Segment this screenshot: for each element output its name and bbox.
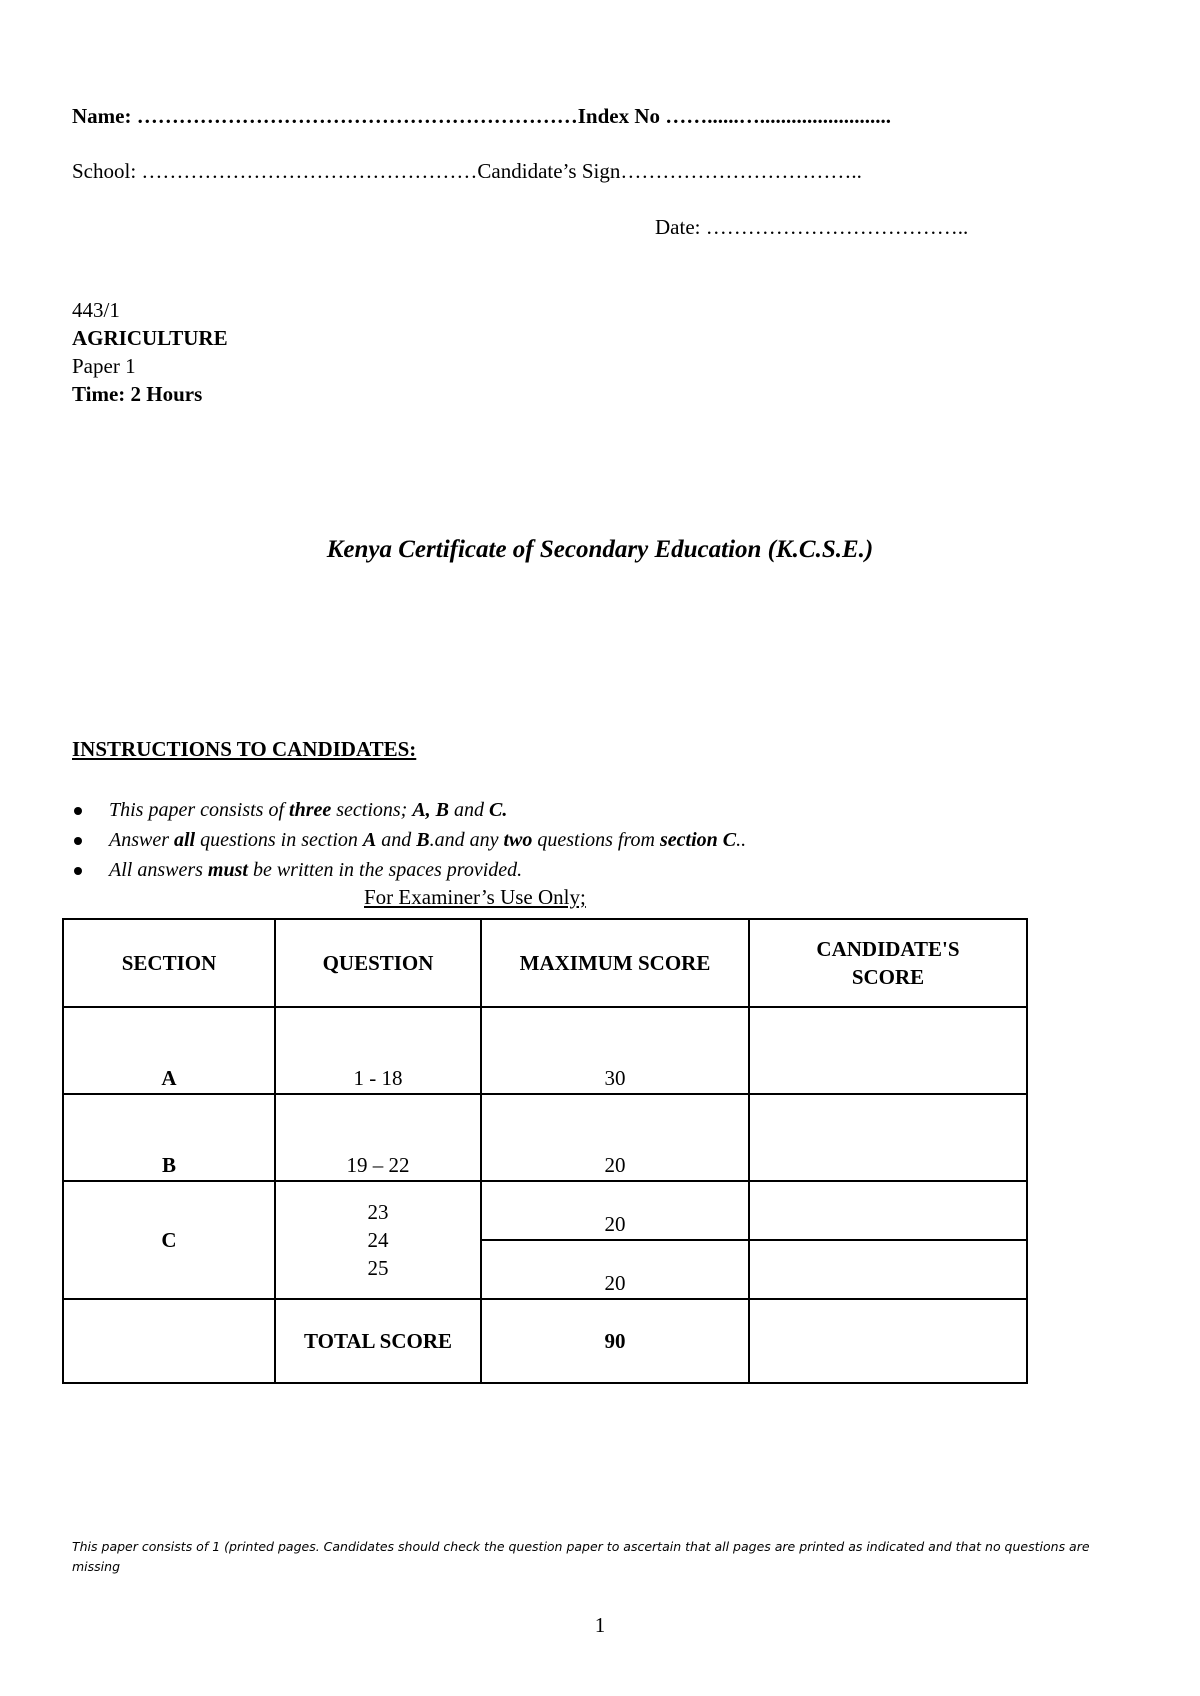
section-b: B xyxy=(63,1094,275,1181)
page-number: 1 xyxy=(594,1613,606,1637)
bullet-icon xyxy=(74,807,82,815)
instruction-text xyxy=(109,829,746,851)
school-sign-line: School: …………………………………………Candidate’s Sign…………………………….. xyxy=(72,159,862,183)
instruction-emphasis: A xyxy=(362,829,377,851)
header-section: SECTION xyxy=(63,919,275,1007)
instruction-emphasis: section C xyxy=(659,829,737,851)
instruction-item xyxy=(72,855,746,885)
candidate-score-a[interactable] xyxy=(749,1007,1027,1094)
instruction-run: questions in section xyxy=(195,829,363,851)
questions-c xyxy=(275,1181,481,1299)
instruction-emphasis: B xyxy=(416,829,430,851)
date-line: Date: ……………………………….. xyxy=(655,215,969,239)
instruction-run: sections; xyxy=(331,799,413,821)
section-a: A xyxy=(63,1007,275,1094)
max-score-a: 30 xyxy=(481,1007,749,1094)
total-label: TOTAL SCORE xyxy=(275,1299,481,1383)
candidate-score-b[interactable] xyxy=(749,1094,1027,1181)
total-row xyxy=(63,1299,1027,1383)
question-24: 24 xyxy=(367,1228,389,1252)
paper-code: 443/1 xyxy=(72,298,120,322)
table-row xyxy=(63,1181,1027,1240)
paper-number: Paper 1 xyxy=(72,354,136,378)
footer-note: This paper consists of 1 (printed pages. Candidates should check the question paper to ascertain that all pages are printed as indicated and that no questions are missing xyxy=(72,1539,1090,1574)
instruction-run: and xyxy=(376,829,417,851)
instruction-item xyxy=(72,825,746,855)
table-row xyxy=(63,1007,1027,1094)
instruction-run: .. xyxy=(736,829,747,851)
instructions-list xyxy=(72,795,746,885)
total-blank xyxy=(63,1299,275,1383)
instruction-run: This paper consists of xyxy=(109,799,290,821)
questions-b: 19 – 22 xyxy=(275,1094,481,1181)
table-header-row xyxy=(63,919,1027,1007)
max-score-b: 20 xyxy=(481,1094,749,1181)
header-candidate-score: CANDIDATE'S SCORE xyxy=(749,919,1027,1007)
instruction-run: .and any xyxy=(429,829,504,851)
instruction-emphasis: must xyxy=(207,859,248,881)
instruction-run: be written in the spaces provided. xyxy=(247,859,523,881)
instruction-emphasis: three xyxy=(289,799,332,821)
question-23: 23 xyxy=(367,1200,389,1224)
total-candidate-score[interactable] xyxy=(749,1299,1027,1383)
questions-a: 1 - 18 xyxy=(275,1007,481,1094)
instruction-run: Answer xyxy=(109,829,174,851)
instruction-emphasis: two xyxy=(503,829,533,851)
total-max-score: 90 xyxy=(481,1299,749,1383)
exam-title: Kenya Certificate of Secondary Education (K.C.S.E.) xyxy=(326,536,874,563)
bullet-icon xyxy=(74,867,82,875)
header-question: QUESTION xyxy=(275,919,481,1007)
instruction-item xyxy=(72,795,746,825)
examiner-use-heading: For Examiner’s Use Only; xyxy=(364,885,586,909)
table-row xyxy=(63,1094,1027,1181)
header-maximum-score: MAXIMUM SCORE xyxy=(481,919,749,1007)
score-table xyxy=(62,918,1028,1384)
instruction-text xyxy=(109,859,522,881)
instruction-run: questions from xyxy=(532,829,660,851)
question-25: 25 xyxy=(367,1256,389,1280)
instructions-heading: INSTRUCTIONS TO CANDIDATES: xyxy=(72,737,417,761)
max-score-c1: 20 xyxy=(481,1181,749,1240)
instruction-text xyxy=(109,799,507,821)
time-allowed: Time: 2 Hours xyxy=(72,382,203,406)
instruction-emphasis: A, B xyxy=(412,799,450,821)
max-score-c2: 20 xyxy=(481,1240,749,1299)
candidate-score-c1[interactable] xyxy=(749,1181,1027,1240)
instruction-run: and xyxy=(449,799,490,821)
section-c: C xyxy=(63,1181,275,1299)
candidate-score-c2[interactable] xyxy=(749,1240,1027,1299)
instruction-emphasis: C. xyxy=(489,799,508,821)
name-index-line: Name: ………………………………………………………Index No ……......…......................... xyxy=(72,104,891,128)
subject-title: AGRICULTURE xyxy=(72,326,228,350)
bullet-icon xyxy=(74,837,82,845)
instruction-run: All answers xyxy=(109,859,208,881)
instruction-emphasis: all xyxy=(174,829,196,851)
